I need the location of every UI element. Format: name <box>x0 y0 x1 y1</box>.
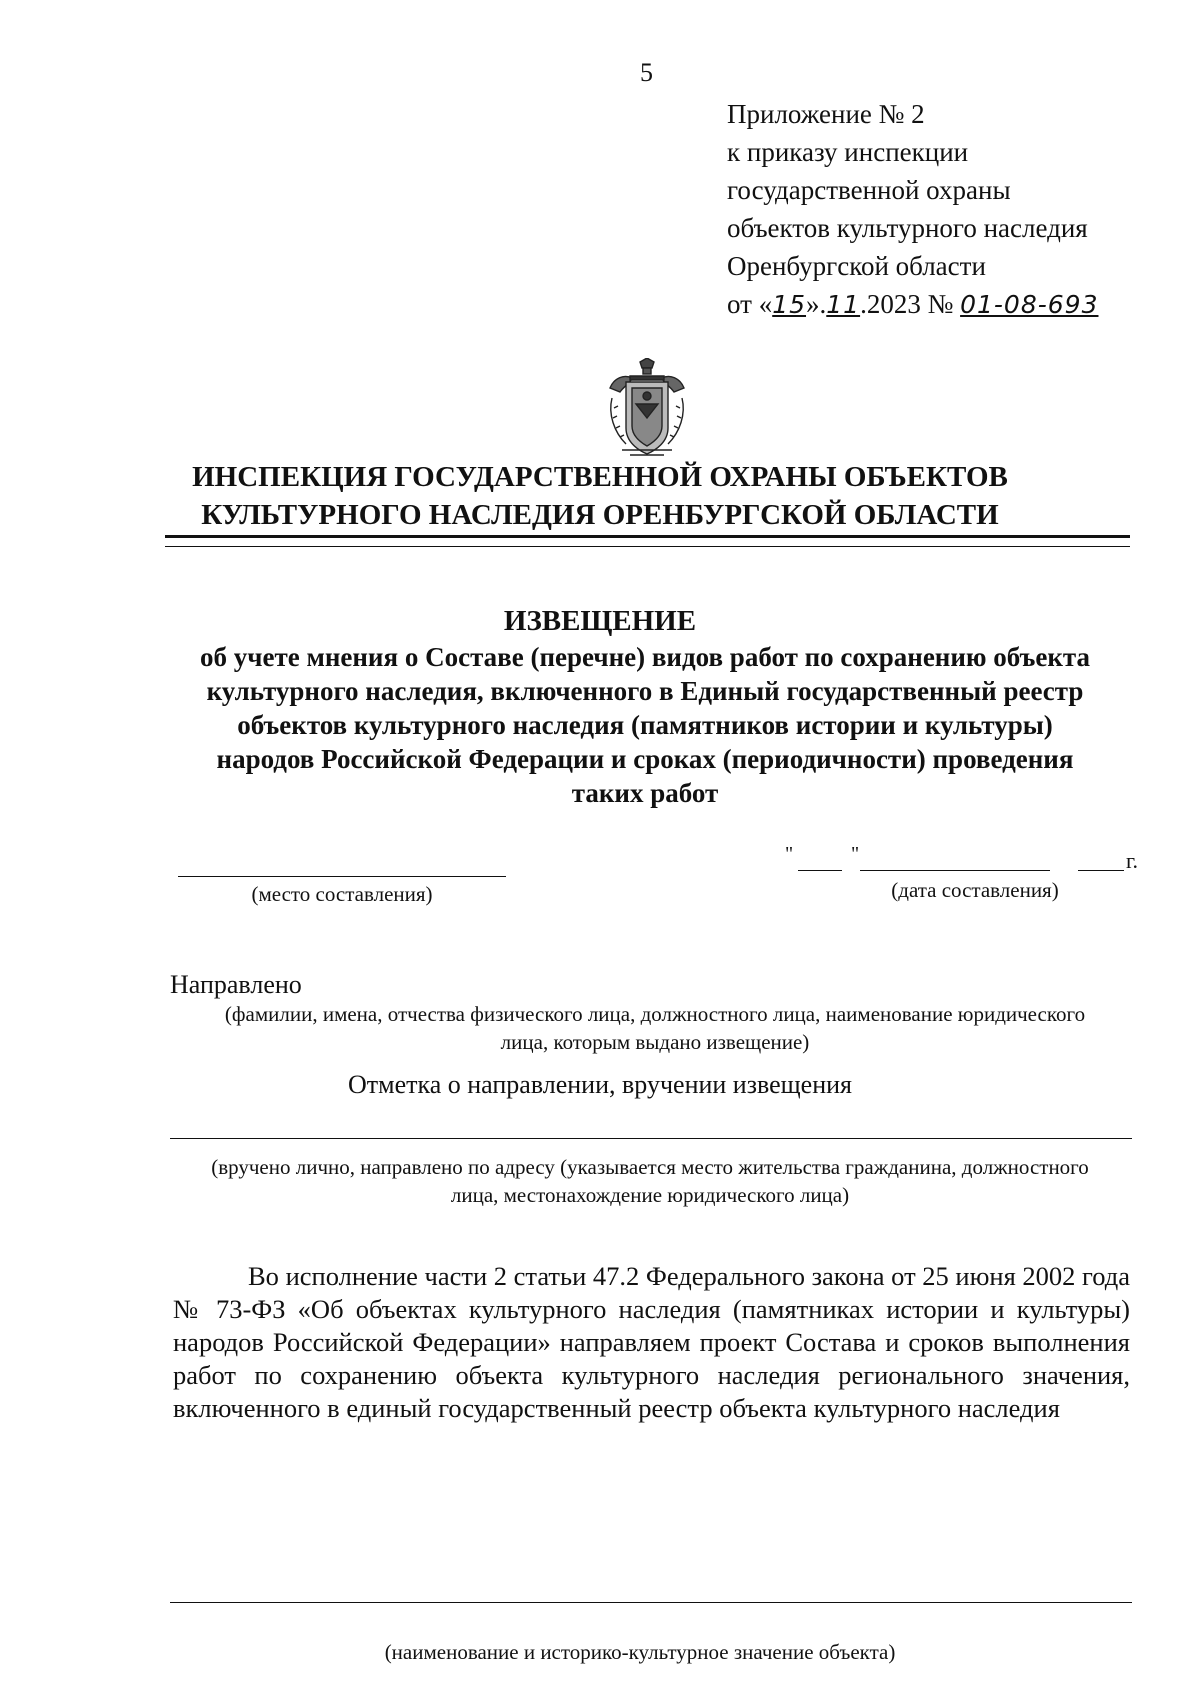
date-month-blank <box>860 870 1050 871</box>
object-caption: (наименование и историко-культурное значение объекта) <box>384 1640 896 1664</box>
handwritten-day: 15 <box>772 290 807 319</box>
object-blank-line <box>170 1602 1132 1603</box>
document-title: ИЗВЕЩЕНИЕ <box>503 605 697 637</box>
coat-of-arms-emblem <box>600 358 694 458</box>
delivery-blank-line <box>170 1138 1132 1139</box>
appendix-line: государственной охраны <box>727 175 1011 205</box>
date-day-blank <box>798 870 842 871</box>
date-quote-close: " <box>851 843 860 865</box>
delivery-mark-title: Отметка о направлении, вручении извещения <box>347 1070 853 1099</box>
date-year-suffix: г. <box>1126 848 1139 873</box>
document-subtitle <box>160 640 1130 810</box>
handwritten-month: 11 <box>826 290 861 319</box>
organization-name <box>150 458 1050 534</box>
sent-to-caption <box>180 1000 1130 1056</box>
appendix-line: объектов культурного наследия <box>727 213 1088 243</box>
month-separator: ». <box>806 289 827 319</box>
appendix-line: к приказу инспекции <box>727 137 969 167</box>
date-caption: (дата составления) <box>891 878 1059 902</box>
handwritten-order-number: 01-08-693 <box>960 290 1099 319</box>
date-year-blank <box>1078 870 1124 871</box>
year-text: .2023 № <box>860 289 961 319</box>
subtitle-line: объектов культурного наследия (памятников истории и культуры) <box>237 710 1053 740</box>
header-rule-thin <box>165 546 1130 547</box>
subtitle-line: об учете мнения о Составе (перечне) видов работ по сохранению объекта <box>199 642 1090 672</box>
body-paragraph <box>173 1260 1130 1425</box>
place-blank-line <box>178 876 506 877</box>
caption-line: (фамилии, имена, отчества физического лица, должностного лица, наименование юридического <box>224 1002 1086 1026</box>
page-number: 5 <box>640 58 653 87</box>
subtitle-line: народов Российской Федерации и сроках (периодичности) проведения <box>216 744 1074 774</box>
header-rule-thick <box>165 535 1130 538</box>
appendix-title: Приложение № 2 <box>727 99 925 129</box>
sent-to-label: Направлено <box>170 970 302 999</box>
caption-line: лица, которым выдано извещение) <box>500 1030 810 1054</box>
date-field <box>785 843 793 866</box>
appendix-block <box>727 95 1098 324</box>
caption-line: (вручено лично, направлено по адресу (указывается место жительства гражданина, должностного <box>211 1155 1089 1179</box>
organization-line: КУЛЬТУРНОГО НАСЛЕДИЯ ОРЕНБУРГСКОЙ ОБЛАСТИ <box>201 499 999 531</box>
organization-line: ИНСПЕКЦИЯ ГОСУДАРСТВЕННОЙ ОХРАНЫ ОБЪЕКТОВ <box>192 461 1008 493</box>
appendix-line: Оренбургской области <box>727 251 986 281</box>
delivery-caption <box>170 1153 1130 1209</box>
caption-line: лица, местонахождение юридического лица) <box>450 1183 850 1207</box>
date-quote-open: " <box>785 843 794 865</box>
subtitle-line: культурного наследия, включенного в Единый государственный реестр <box>206 676 1084 706</box>
date-prefix: от « <box>727 289 773 319</box>
body-text: Во исполнение части 2 статьи 47.2 Федерального закона от 25 июня 2002 года № 73-ФЗ «Об объектах культурного наследия (памятниках истории и культуры) народов Российской Федерации» направляем проект Состава и сроков выполнения работ по сохранению объекта культурного наследия регионального значения, включенного в единый государственный реестр объекта культурного наследия <box>173 1261 1130 1423</box>
place-caption: (место составления) <box>251 882 433 906</box>
subtitle-line: таких работ <box>571 778 719 808</box>
appendix-date-line <box>727 285 1098 324</box>
